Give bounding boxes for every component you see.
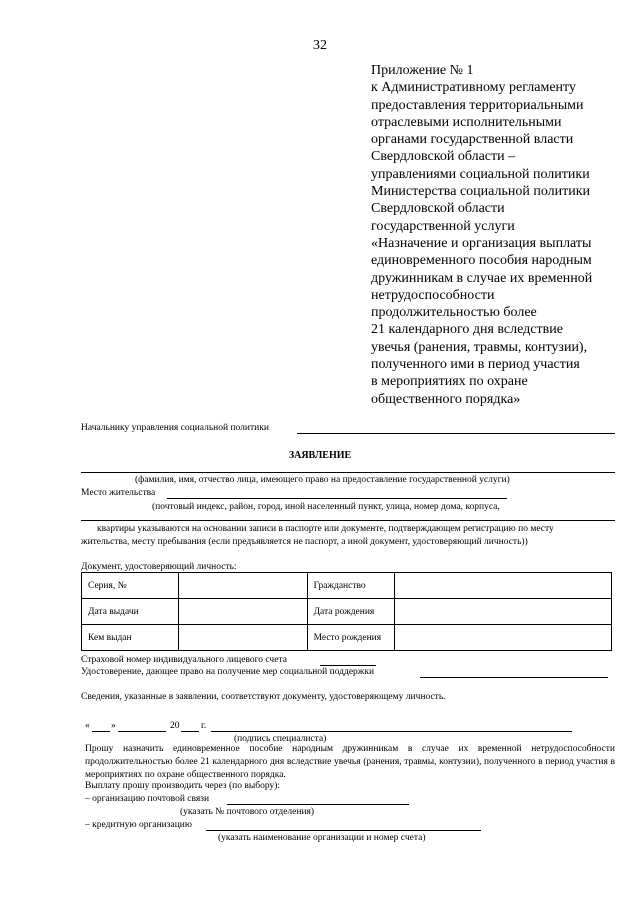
- addressee-label: Начальнику управления социальной политики: [81, 423, 269, 433]
- appendix-line: увечья (ранения, травмы, контузии),: [371, 339, 588, 355]
- appendix-line: к Административному регламенту: [371, 80, 576, 96]
- appendix-line: единовременного пособия народным: [371, 253, 592, 269]
- appendix-line: органами государственной власти: [371, 132, 574, 148]
- appendix-line: дружинникам в случае их временной: [371, 270, 593, 286]
- year-prefix: 20: [170, 721, 180, 731]
- appendix-line: общественного порядка»: [371, 391, 521, 407]
- appendix-line: Свердловской области –: [371, 149, 516, 165]
- credit-organization-field[interactable]: [206, 830, 481, 831]
- year-suffix: г.: [201, 721, 207, 731]
- post-office-field[interactable]: [227, 804, 409, 805]
- certificate-label: Удостоверение, дающее право на получение мер социальной поддержки: [81, 667, 375, 677]
- addressee-field[interactable]: [297, 433, 615, 434]
- appendix-line: 21 календарного дня вследствие: [371, 322, 563, 338]
- series-value-cell[interactable]: [178, 573, 307, 599]
- appendix-line: государственной услуги: [371, 218, 515, 234]
- page-number: 32: [313, 38, 327, 53]
- specialist-sign-hint: (подпись специалиста): [234, 734, 327, 744]
- issued-by-label: Кем выдан: [82, 625, 179, 651]
- fio-hint: (фамилия, имя, отчество лица, имеющего право на предоставление государственной услуги): [135, 475, 510, 485]
- birth-date-label: Дата рождения: [307, 599, 394, 625]
- id-document-table: [81, 572, 612, 651]
- citizenship-value-cell[interactable]: [394, 573, 612, 599]
- appendix-line: отраслевыми исполнительными: [371, 114, 562, 130]
- request-text: Прошу назначить единовременное пособие народным дружинникам в случае их временной нетрудоспособности продолжительностью более 21 календарного дня вследствие увечья (ранения, травмы, контузии), полученного в период участия в мероприятиях по охране общественного порядка.: [85, 744, 615, 780]
- option-credit-label: – кредитную организацию: [85, 820, 192, 830]
- residence-hint-3: жительства, месту пребывания (если предъявляется не паспорт, а иной документ, удостоверяющий личность)): [81, 537, 528, 547]
- snils-label: Страховой номер индивидуального лицевого счета: [81, 655, 287, 665]
- table-row: [82, 599, 612, 625]
- appendix-line: нетрудоспособности: [371, 287, 495, 303]
- date-close-quote: »: [111, 721, 116, 731]
- appendix-line: Свердловской области: [371, 201, 505, 217]
- series-label: Серия, №: [82, 573, 179, 599]
- specialist-signature-field[interactable]: [211, 731, 572, 732]
- date-open-quote: «: [85, 721, 90, 731]
- appendix-line: продолжительностью более: [371, 305, 537, 321]
- id-doc-label: Документ, удостоверяющий личность:: [81, 562, 237, 572]
- fio-field[interactable]: [81, 472, 615, 473]
- day-field[interactable]: [92, 731, 110, 732]
- issued-by-value-cell[interactable]: [178, 625, 307, 651]
- option-post-label: – организацию почтовой связи: [85, 794, 210, 804]
- appendix-line: предоставления территориальными: [371, 97, 584, 113]
- appendix-header: [371, 62, 633, 408]
- residence-hint: (почтовый индекс, район, город, иной населенный пункт, улица, номер дома, корпуса,: [152, 502, 500, 512]
- payment-label: Выплату прошу производить через (по выбору):: [85, 781, 280, 791]
- issue-date-label: Дата выдачи: [82, 599, 179, 625]
- residence-label: Место жительства: [81, 488, 156, 498]
- residence-field-2[interactable]: [81, 520, 615, 521]
- appendix-line: Приложение № 1: [371, 63, 474, 78]
- appendix-line: в мероприятиях по охране: [371, 374, 528, 390]
- issue-date-value-cell[interactable]: [178, 599, 307, 625]
- citizenship-label: Гражданство: [307, 573, 394, 599]
- table-row: [82, 625, 612, 651]
- form-title: ЗАЯВЛЕНИЕ: [288, 450, 352, 461]
- certificate-field[interactable]: [420, 677, 608, 678]
- snils-field[interactable]: [320, 665, 376, 666]
- residence-field[interactable]: [167, 498, 507, 499]
- month-field[interactable]: [118, 731, 166, 732]
- appendix-line: полученного ими в период участия: [371, 357, 580, 373]
- confirm-text: Сведения, указанные в заявлении, соответствуют документу, удостоверяющему личность.: [81, 692, 446, 702]
- birth-place-label: Место рождения: [307, 625, 394, 651]
- residence-hint-2: квартиры указываются на основании записи в паспорте или документе, подтверждающем регистрацию по месту: [97, 524, 554, 534]
- appendix-line: «Назначение и организация выплаты: [371, 235, 592, 251]
- option-post-hint: (указать № почтового отделения): [180, 807, 315, 817]
- appendix-line: управлениями социальной политики: [371, 166, 590, 182]
- appendix-line: Министерства социальной политики: [371, 184, 591, 200]
- table-row: [82, 573, 612, 599]
- option-credit-hint: (указать наименование организации и номер счета): [218, 833, 426, 843]
- birth-place-value-cell[interactable]: [394, 625, 612, 651]
- year-field[interactable]: [181, 731, 199, 732]
- birth-date-value-cell[interactable]: [394, 599, 612, 625]
